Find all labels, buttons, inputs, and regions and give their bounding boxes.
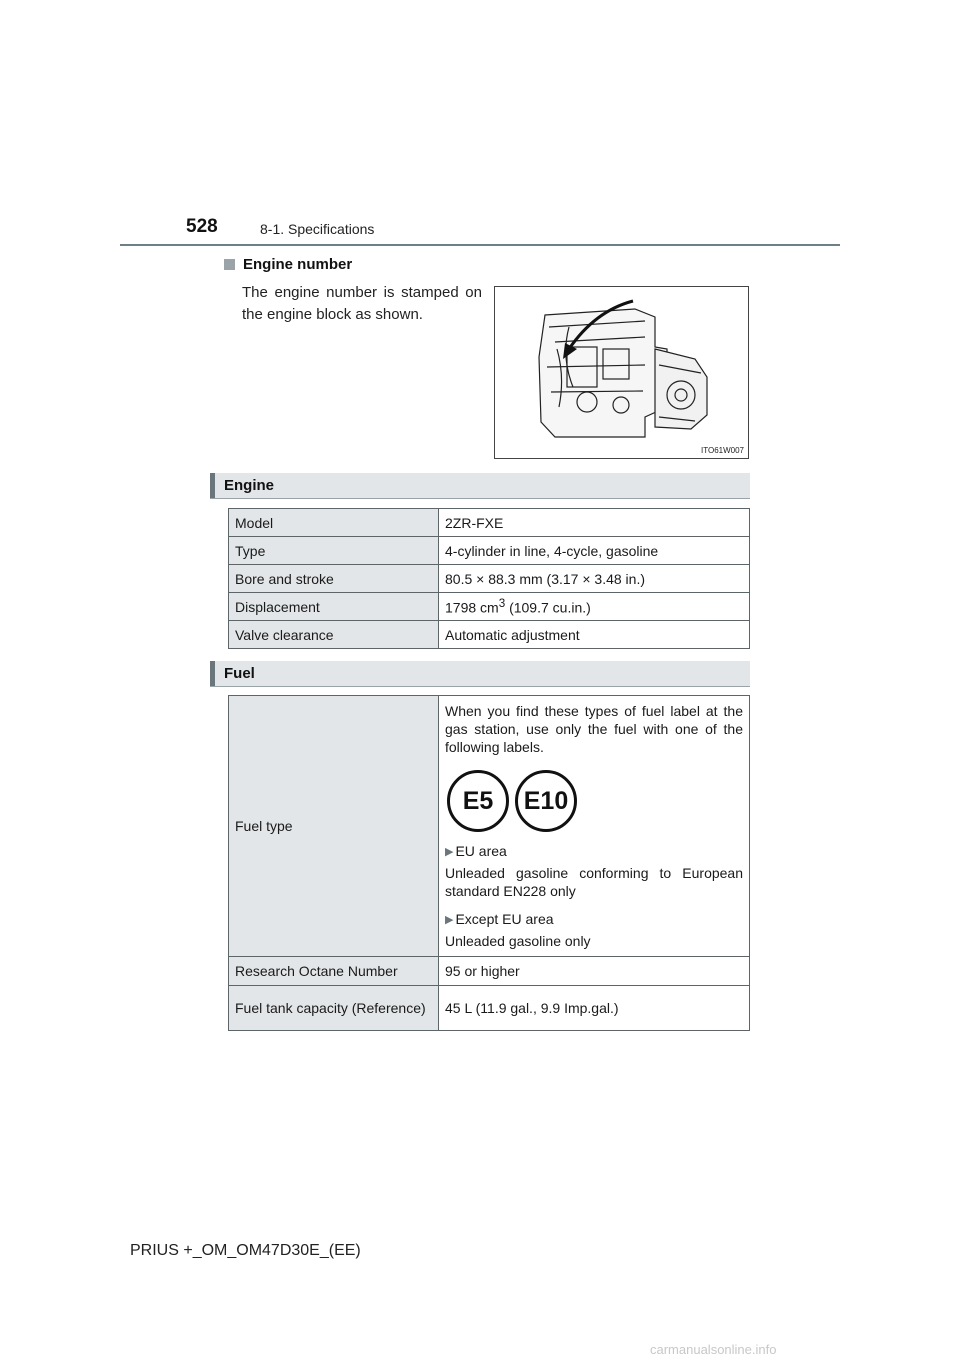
footer-model-code: PRIUS +_OM_OM47D30E_(EE) — [130, 1242, 361, 1259]
fuel-labels — [447, 770, 743, 832]
non-eu-area-heading: Except EU area — [455, 911, 554, 927]
table-row — [229, 621, 750, 649]
engine-number-text: The engine number is stamped on the engine block as shown. — [242, 284, 482, 323]
displacement-exponent: 3 — [498, 597, 506, 611]
list-item — [445, 842, 743, 860]
spec-key: Valve clearance — [229, 621, 439, 649]
spec-value: 80.5 × 88.3 mm (3.17 × 3.48 in.) — [439, 565, 750, 593]
header-rule — [120, 244, 840, 246]
section-label: 8-1. Specifications — [260, 221, 375, 237]
e10-label-icon: E10 — [515, 770, 577, 832]
displacement-imperial: (109.7 cu.in.) — [505, 599, 591, 616]
watermark: carmanualsonline.info — [650, 1342, 777, 1357]
engine-number-heading — [224, 256, 352, 273]
heading-bar — [210, 661, 215, 686]
spec-key: Model — [229, 509, 439, 537]
eu-area-heading: EU area — [455, 843, 507, 859]
spec-key: Type — [229, 537, 439, 565]
fuel-heading-text: Fuel — [224, 665, 255, 682]
table-row — [229, 593, 750, 621]
spec-key: Bore and stroke — [229, 565, 439, 593]
list-item — [445, 910, 743, 928]
fuel-section-heading — [210, 661, 750, 687]
square-bullet-icon — [224, 259, 235, 270]
triangle-bullet-icon: ▶ — [445, 845, 454, 858]
spec-value: 4-cylinder in line, 4-cycle, gasoline — [439, 537, 750, 565]
spec-key: Fuel tank capacity (Reference) — [229, 986, 439, 1031]
page-number: 528 — [186, 216, 218, 237]
heading-bar — [210, 473, 215, 498]
spec-key: Research Octane Number — [229, 957, 439, 986]
triangle-bullet-icon: ▶ — [445, 913, 454, 926]
spec-value: 45 L (11.9 gal., 9.9 Imp.gal.) — [439, 986, 750, 1031]
figure-code: ITO61W007 — [701, 446, 744, 455]
spec-value: Automatic adjustment — [439, 621, 750, 649]
spec-value — [439, 593, 750, 621]
fuel-spec-table — [228, 695, 750, 1031]
engine-number-heading-text: Engine number — [243, 256, 353, 273]
engine-section-heading — [210, 473, 750, 499]
fuel-description: When you find these types of fuel label at the gas station, use only the fuel with one of the following labels. — [445, 703, 743, 755]
spec-key: Displacement — [229, 593, 439, 621]
table-row — [229, 537, 750, 565]
engine-illustration — [494, 286, 749, 459]
table-row — [229, 509, 750, 537]
engine-heading-text: Engine — [224, 477, 275, 494]
spec-value: 2ZR-FXE — [439, 509, 750, 537]
table-row — [229, 986, 750, 1031]
displacement-value: 1798 cm — [445, 599, 499, 616]
spec-value: 95 or higher — [439, 957, 750, 986]
spec-key: Fuel type — [229, 696, 439, 957]
table-row — [229, 957, 750, 986]
engine-spec-table — [228, 508, 750, 649]
spec-value — [439, 696, 750, 957]
e5-label-icon: E5 — [447, 770, 509, 832]
eu-area-text: Unleaded gasoline conforming to European standard EN228 only — [445, 865, 743, 899]
table-row — [229, 565, 750, 593]
engine-drawing-icon — [495, 287, 748, 458]
table-row — [229, 696, 750, 957]
non-eu-area-text: Unleaded gasoline only — [445, 933, 591, 949]
